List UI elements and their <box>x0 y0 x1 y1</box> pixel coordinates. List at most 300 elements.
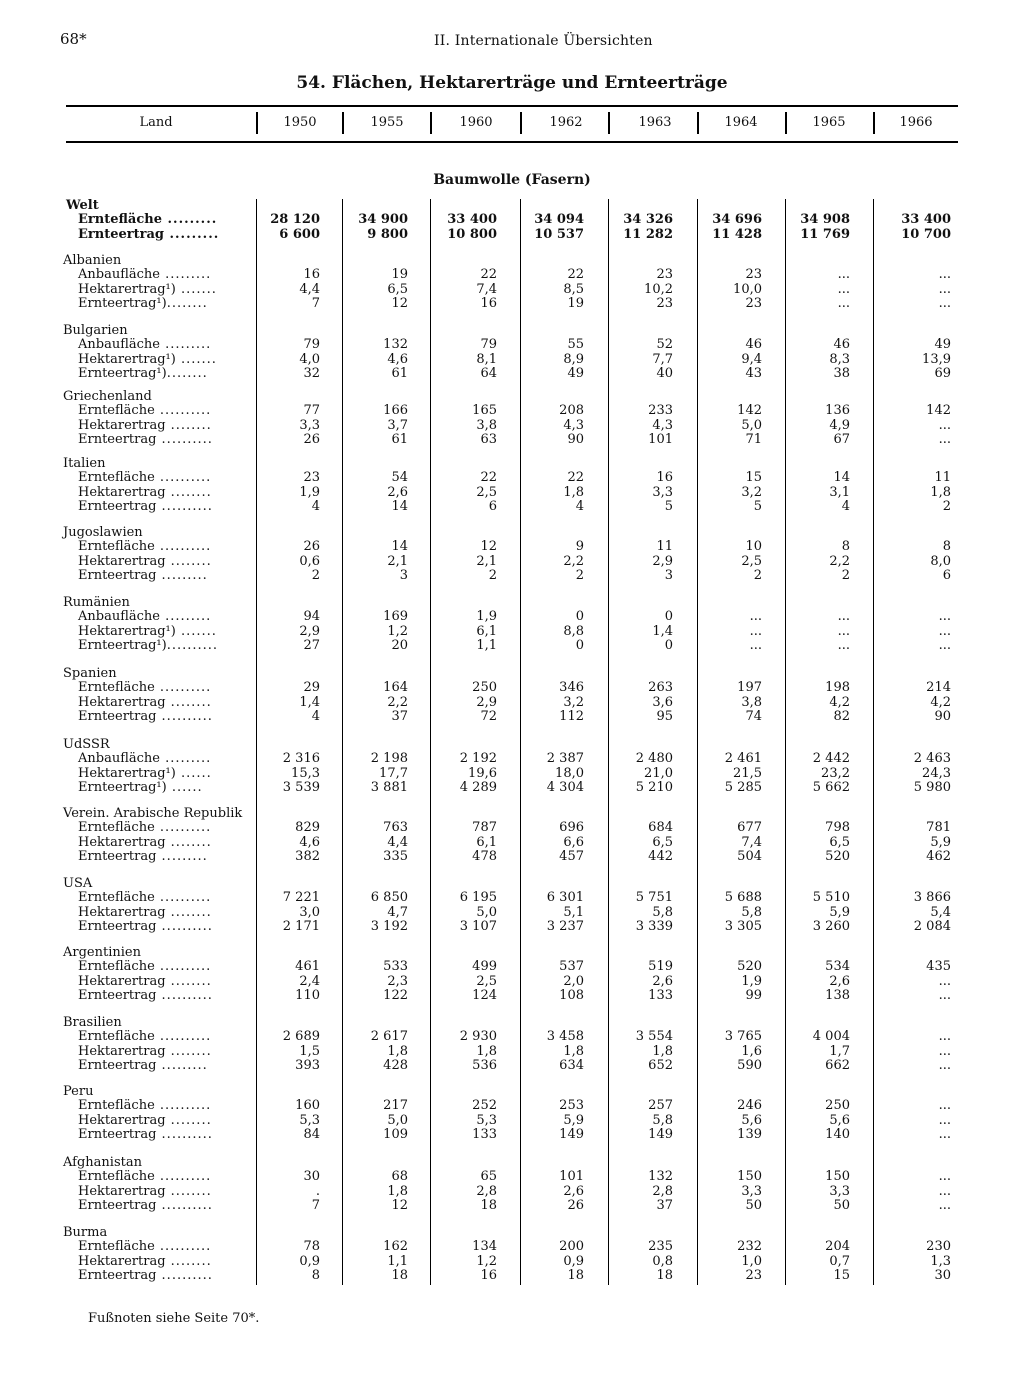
table-cell: 1,1 <box>387 1253 408 1269</box>
table-cell: 787 <box>472 820 497 836</box>
leader-dots: ........ <box>166 295 208 311</box>
row-label-text: Ernteertrag <box>78 567 157 583</box>
leader-dots: .......... <box>154 890 212 906</box>
table-cell: 7,4 <box>741 834 762 850</box>
row-label <box>78 609 211 624</box>
leader-dots: ........ <box>165 1043 212 1059</box>
table-cell: 2,1 <box>387 553 408 569</box>
page-number: 68* <box>60 30 87 48</box>
table-cell: 2,6 <box>387 484 408 500</box>
leader-dots: ......... <box>156 567 208 583</box>
leader-dots: .......... <box>154 1029 212 1045</box>
table-cell: 7 221 <box>282 890 320 906</box>
table-cell: 101 <box>648 431 673 447</box>
country-name: Spanien <box>63 666 117 681</box>
table-cell: 520 <box>737 959 762 975</box>
table-cell: 38 <box>833 365 850 381</box>
table-cell: 3 305 <box>724 918 762 934</box>
table-cell: 11 282 <box>623 226 673 242</box>
table-cell: 69 <box>934 365 951 381</box>
table-cell: ... <box>837 295 850 311</box>
table-cell: 8,8 <box>563 623 584 639</box>
table-cell: 19 <box>391 267 408 283</box>
table-cell: 3,6 <box>652 694 673 710</box>
row-label <box>78 554 212 569</box>
leader-dots: ......... <box>159 751 212 767</box>
table-cell: 15,3 <box>291 765 320 781</box>
leader-dots: ........ <box>165 1112 212 1128</box>
table-cell: 30 <box>303 1169 320 1185</box>
table-cell: ... <box>938 1126 951 1142</box>
row-label-text: Hektarertrag¹) <box>78 765 176 781</box>
leader-dots: ....... <box>175 351 217 367</box>
table-cell: 8 <box>841 539 850 555</box>
table-cell: 537 <box>559 959 584 975</box>
table-cell: 5 980 <box>913 779 951 795</box>
table-cell: 382 <box>295 848 320 864</box>
row-label <box>78 1239 211 1254</box>
footnote: Fußnoten siehe Seite 70*. <box>88 1311 260 1326</box>
table-cell: 7,4 <box>476 281 497 297</box>
table-cell: 14 <box>391 539 408 555</box>
table-cell: 5,3 <box>476 1112 497 1128</box>
table-cell: 4,6 <box>299 834 320 850</box>
table-cell: 2,3 <box>387 973 408 989</box>
table-cell: 696 <box>559 820 584 836</box>
table-cell: 2 <box>311 567 320 583</box>
table-cell: 5,1 <box>563 904 584 920</box>
table-cell: 6,6 <box>563 834 584 850</box>
section-title-text: Baumwolle (Fasern) <box>433 172 591 188</box>
table-cell: 3 458 <box>546 1029 584 1045</box>
table-cell: 3,2 <box>741 484 762 500</box>
table-cell: 5 <box>753 498 762 514</box>
table-cell: 49 <box>934 337 951 353</box>
table-cell: 1,2 <box>476 1253 497 1269</box>
table-cell: 2 316 <box>282 751 320 767</box>
leader-dots: .......... <box>166 637 219 653</box>
table-cell: 208 <box>559 403 584 419</box>
table-cell: 23 <box>745 1267 762 1283</box>
table-cell: 4,2 <box>930 694 951 710</box>
table-cell: 534 <box>825 959 850 975</box>
table-cell: 233 <box>648 403 673 419</box>
row-label-text: Erntefläche <box>78 1029 155 1045</box>
row-label-text: Erntefläche <box>78 470 155 486</box>
leader-dots: .......... <box>154 959 212 975</box>
table-cell: 1,4 <box>299 694 320 710</box>
table-cell: 16 <box>480 1267 497 1283</box>
table-cell: 64 <box>480 365 497 381</box>
leader-dots: .......... <box>154 680 212 696</box>
table-cell: 2,6 <box>652 973 673 989</box>
table-cell: 10 <box>745 539 762 555</box>
table-cell: 63 <box>480 431 497 447</box>
table-cell: ... <box>837 267 850 283</box>
row-label <box>78 849 208 864</box>
table-cell: 11 <box>656 539 673 555</box>
table-cell: 2,9 <box>299 623 320 639</box>
table-cell: ... <box>938 417 951 433</box>
row-label-text: Hektarertrag¹) <box>78 351 176 367</box>
leader-dots: .......... <box>156 987 213 1003</box>
table-cell: 138 <box>825 987 850 1003</box>
table-cell: 2 442 <box>812 751 850 767</box>
header-year-0: 1950 <box>283 115 317 130</box>
row-label <box>78 890 211 905</box>
table-cell: 149 <box>559 1126 584 1142</box>
row-label <box>78 403 211 418</box>
table-cell: 12 <box>391 295 408 311</box>
row-label <box>78 1169 211 1184</box>
table-cell: 2 <box>841 567 850 583</box>
row-label-text: Hektarertrag <box>78 973 166 989</box>
table-cell: 46 <box>833 337 850 353</box>
table-cell: 2 930 <box>459 1029 497 1045</box>
row-label-text: Hektarertrag¹) <box>78 623 176 639</box>
table-cell: 0,6 <box>299 553 320 569</box>
table-cell: 3 237 <box>546 918 584 934</box>
table-cell: 3 192 <box>370 918 408 934</box>
table-cell: 5,9 <box>829 904 850 920</box>
table-cell: 3,3 <box>652 484 673 500</box>
table-cell: 250 <box>825 1098 850 1114</box>
table-cell: 37 <box>391 708 408 724</box>
table-cell: 2 480 <box>635 751 673 767</box>
table-cell: 46 <box>745 337 762 353</box>
country-name: Argentinien <box>63 945 141 960</box>
table-cell: 18,0 <box>555 765 584 781</box>
row-label-text: Anbaufläche <box>78 751 160 767</box>
header-column-separator <box>608 112 610 134</box>
table-cell: 169 <box>383 609 408 625</box>
table-cell: 5 662 <box>812 779 850 795</box>
table-cell: 94 <box>303 609 320 625</box>
table-cell: 8,0 <box>930 553 951 569</box>
table-cell: 32 <box>303 365 320 381</box>
table-cell: 9,4 <box>741 351 762 367</box>
row-label-text: Anbaufläche <box>78 267 160 283</box>
table-cell: 252 <box>472 1098 497 1114</box>
table-cell: 520 <box>825 848 850 864</box>
table-cell: 6 <box>942 567 951 583</box>
table-cell: 23 <box>745 267 762 283</box>
table-cell: 4 004 <box>812 1029 850 1045</box>
row-label-text: Ernteertrag <box>78 1057 157 1073</box>
table-cell: 4 <box>311 498 320 514</box>
table-cell: 50 <box>745 1197 762 1213</box>
table-cell: 1,8 <box>387 1183 408 1199</box>
row-label <box>78 499 213 514</box>
table-cell: 13,9 <box>922 351 951 367</box>
leader-dots: ........ <box>166 365 208 381</box>
leader-dots: ......... <box>159 609 212 625</box>
table-cell: 197 <box>737 680 762 696</box>
leader-dots: .......... <box>154 1169 212 1185</box>
country-name: Albanien <box>63 253 122 268</box>
table-cell: 34 326 <box>623 212 673 228</box>
table-cell: 3,3 <box>299 417 320 433</box>
leader-dots: .......... <box>154 1239 212 1255</box>
table-cell: 149 <box>648 1126 673 1142</box>
table-cell: 499 <box>472 959 497 975</box>
table-cell: 3 260 <box>812 918 850 934</box>
table-cell: 4,4 <box>299 281 320 297</box>
row-label <box>78 212 217 227</box>
table-cell: 2 198 <box>370 751 408 767</box>
row-label <box>78 835 212 850</box>
table-cell: 84 <box>303 1126 320 1142</box>
table-cell: 34 094 <box>534 212 584 228</box>
leader-dots: ........ <box>165 904 212 920</box>
leader-dots: .......... <box>156 708 213 724</box>
table-cell: 78 <box>303 1239 320 1255</box>
row-label <box>78 751 211 766</box>
header-column-separator <box>430 112 432 134</box>
table-cell: 4,3 <box>652 417 673 433</box>
country-name: Brasilien <box>63 1015 122 1030</box>
row-label <box>78 227 219 242</box>
row-label <box>78 337 211 352</box>
row-label-text: Hektarertrag <box>78 417 166 433</box>
table-cell: 1,5 <box>299 1043 320 1059</box>
table-cell: 263 <box>648 680 673 696</box>
table-cell: 4,0 <box>299 351 320 367</box>
table-header <box>66 105 958 143</box>
table-cell: 11 769 <box>800 226 850 242</box>
table-cell: 3 339 <box>635 918 673 934</box>
table-cell: 204 <box>825 1239 850 1255</box>
table-cell: ... <box>938 281 951 297</box>
table-cell: 2,2 <box>829 553 850 569</box>
table-cell: 6 301 <box>546 890 584 906</box>
table-cell: 253 <box>559 1098 584 1114</box>
table-cell: ... <box>749 623 762 639</box>
table-cell: 1,8 <box>930 484 951 500</box>
table-cell: 4 <box>575 498 584 514</box>
table-cell: 3,8 <box>476 417 497 433</box>
table-cell: 2 084 <box>913 918 951 934</box>
table-cell: 5 688 <box>724 890 762 906</box>
table-cell: 28 120 <box>270 212 320 228</box>
row-label-text: Hektarertrag¹) <box>78 281 176 297</box>
leader-dots: ........ <box>165 973 212 989</box>
table-cell: ... <box>938 1043 951 1059</box>
table-cell: 22 <box>567 470 584 486</box>
row-label <box>78 485 212 500</box>
table-cell: 23,2 <box>821 765 850 781</box>
table-cell: 335 <box>383 848 408 864</box>
table-cell: 18 <box>567 1267 584 1283</box>
table-cell: 16 <box>656 470 673 486</box>
table-cell: 19,6 <box>468 765 497 781</box>
table-cell: 8,9 <box>563 351 584 367</box>
table-cell: 1,3 <box>930 1253 951 1269</box>
table-cell: 10 700 <box>901 226 951 242</box>
table-cell: 0 <box>575 609 584 625</box>
table-cell: 101 <box>559 1169 584 1185</box>
table-cell: 72 <box>480 708 497 724</box>
row-label-text: Ernteertrag <box>78 1197 157 1213</box>
table-cell: 7 <box>311 295 320 311</box>
country-name: UdSSR <box>63 737 110 752</box>
table-cell: 435 <box>926 959 951 975</box>
row-label <box>78 539 211 554</box>
table-cell: 95 <box>656 708 673 724</box>
row-label-text: Ernteertrag¹) <box>78 779 167 795</box>
leader-dots: ......... <box>156 1057 208 1073</box>
leader-dots: ........ <box>165 834 212 850</box>
table-cell: ... <box>938 1197 951 1213</box>
table-cell: 829 <box>295 820 320 836</box>
table-cell: 504 <box>737 848 762 864</box>
leader-dots: .......... <box>154 820 212 836</box>
row-label <box>78 296 208 311</box>
row-label <box>78 680 211 695</box>
leader-dots: .......... <box>154 539 212 555</box>
table-cell: 232 <box>737 1239 762 1255</box>
row-label <box>78 1254 212 1269</box>
table-cell: 0 <box>664 609 673 625</box>
table-cell: ... <box>938 973 951 989</box>
table-cell: 3,3 <box>741 1183 762 1199</box>
table-cell: 11 <box>934 470 951 486</box>
table-cell: 8,3 <box>829 351 850 367</box>
table-cell: 1,8 <box>387 1043 408 1059</box>
table-cell: 142 <box>926 403 951 419</box>
table-cell: 0 <box>664 637 673 653</box>
table-cell: 8 <box>942 539 951 555</box>
row-label <box>78 1113 212 1128</box>
table-cell: 9 <box>575 539 584 555</box>
table-cell: 54 <box>391 470 408 486</box>
table-cell: 781 <box>926 820 951 836</box>
country-name: Griechenland <box>63 389 152 404</box>
table-cell: 5 <box>664 498 673 514</box>
table-cell: 65 <box>480 1169 497 1185</box>
table-cell: 4,3 <box>563 417 584 433</box>
table-cell: 14 <box>391 498 408 514</box>
row-label <box>78 1058 208 1073</box>
row-label-text: Hektarertrag <box>78 553 166 569</box>
table-cell: 2 <box>942 498 951 514</box>
country-name: Peru <box>63 1084 94 1099</box>
table-cell: 4,9 <box>829 417 850 433</box>
table-cell: 763 <box>383 820 408 836</box>
table-cell: 22 <box>480 267 497 283</box>
table-cell: 346 <box>559 680 584 696</box>
table-cell: 7,7 <box>652 351 673 367</box>
table-cell: 12 <box>391 1197 408 1213</box>
table-cell: 2 <box>488 567 497 583</box>
table-cell: 3,2 <box>563 694 584 710</box>
leader-dots: ......... <box>156 848 208 864</box>
table-cell: 82 <box>833 708 850 724</box>
table-cell: 1,7 <box>829 1043 850 1059</box>
table-cell: 67 <box>833 431 850 447</box>
table-cell: 5,8 <box>652 904 673 920</box>
table-cell: 5,0 <box>387 1112 408 1128</box>
table-cell: 3 <box>399 567 408 583</box>
table-cell: 3,8 <box>741 694 762 710</box>
table-cell: 662 <box>825 1057 850 1073</box>
table-cell: 71 <box>745 431 762 447</box>
table-cell: 2 689 <box>282 1029 320 1045</box>
table-cell: 79 <box>303 337 320 353</box>
table-cell: 164 <box>383 680 408 696</box>
table-cell: 34 696 <box>712 212 762 228</box>
header-column-separator <box>785 112 787 134</box>
table-cell: 10,0 <box>733 281 762 297</box>
table-cell: ... <box>749 637 762 653</box>
table-cell: 23 <box>656 295 673 311</box>
table-cell: ... <box>938 1169 951 1185</box>
row-label <box>78 820 211 835</box>
table-cell: ... <box>837 609 850 625</box>
table-cell: 109 <box>383 1126 408 1142</box>
table-cell: 0,9 <box>563 1253 584 1269</box>
country-name: Verein. Arabische Republik <box>63 806 243 821</box>
table-cell: 5 285 <box>724 779 762 795</box>
table-cell: 160 <box>295 1098 320 1114</box>
table-cell: 3 554 <box>635 1029 673 1045</box>
row-label-text: Ernteertrag <box>78 1267 157 1283</box>
header-year-4: 1963 <box>638 115 672 130</box>
table-cell: 246 <box>737 1098 762 1114</box>
table-cell: ... <box>938 1098 951 1114</box>
table-cell: 74 <box>745 708 762 724</box>
table-cell: 37 <box>656 1197 673 1213</box>
table-cell: 3 <box>664 567 673 583</box>
table-cell: ... <box>938 623 951 639</box>
table-cell: ... <box>938 295 951 311</box>
table-cell: 134 <box>472 1239 497 1255</box>
row-label-text: Erntefläche <box>78 959 155 975</box>
row-label-text: Ernteertrag <box>78 848 157 864</box>
table-cell: 15 <box>745 470 762 486</box>
table-cell: 5,0 <box>476 904 497 920</box>
table-cell: 136 <box>825 403 850 419</box>
row-label-text: Ernteertrag¹) <box>78 637 167 653</box>
table-cell: 4 <box>311 708 320 724</box>
table-cell: 457 <box>559 848 584 864</box>
leader-dots: .......... <box>156 918 213 934</box>
table-cell: 2 461 <box>724 751 762 767</box>
table-cell: ... <box>938 987 951 1003</box>
table-cell: 23 <box>656 267 673 283</box>
table-cell: 2 <box>575 567 584 583</box>
row-label <box>78 470 211 485</box>
table-cell: 461 <box>295 959 320 975</box>
table-cell: 124 <box>472 987 497 1003</box>
table-cell: 5,6 <box>741 1112 762 1128</box>
table-cell: 150 <box>825 1169 850 1185</box>
table-cell: 2,9 <box>476 694 497 710</box>
table-cell: 16 <box>480 295 497 311</box>
table-cell: 634 <box>559 1057 584 1073</box>
table-cell: 12 <box>480 539 497 555</box>
table-cell: 3 539 <box>282 779 320 795</box>
table-cell: 27 <box>303 637 320 653</box>
country-name: Jugoslawien <box>63 525 143 540</box>
header-column-separator <box>520 112 522 134</box>
table-cell: 250 <box>472 680 497 696</box>
table-cell: 6 <box>488 498 497 514</box>
leader-dots: ........ <box>165 694 212 710</box>
table-cell: 2,0 <box>563 973 584 989</box>
table-cell: 6,1 <box>476 623 497 639</box>
table-cell: 50 <box>833 1197 850 1213</box>
